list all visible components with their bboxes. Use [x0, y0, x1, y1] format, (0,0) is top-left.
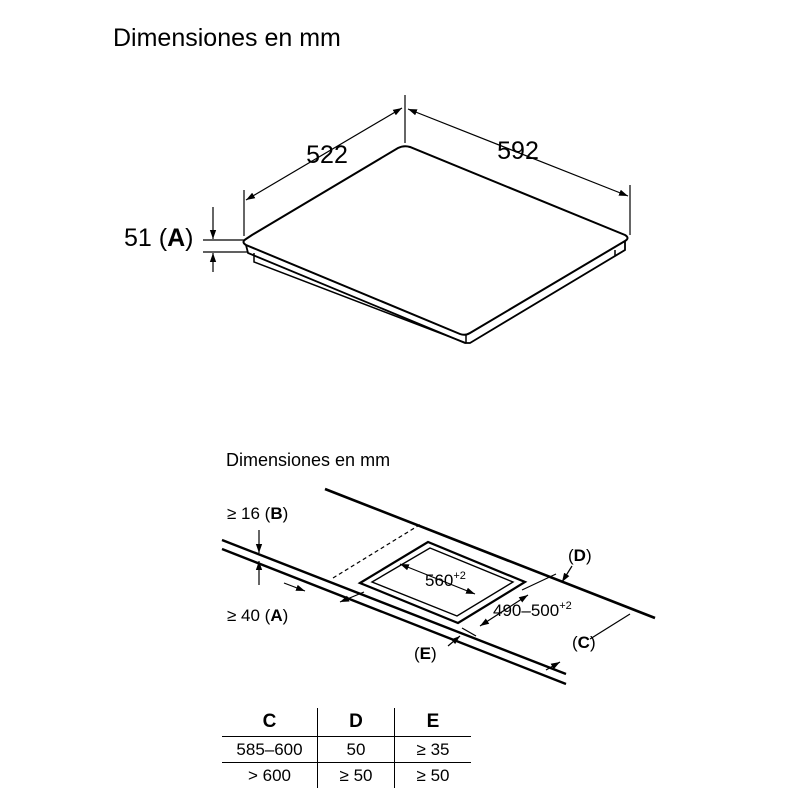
hidden-edge-dashed — [333, 524, 421, 578]
top-diagram-title: Dimensiones en mm — [113, 24, 341, 52]
label-d: (D) — [568, 546, 592, 565]
cut-depth-label: $490-500^{+2}$ — [493, 600, 572, 620]
hob-top-surface — [244, 146, 628, 335]
table-row — [222, 763, 471, 789]
hob-front-edge — [246, 241, 625, 343]
table-header-row — [222, 708, 471, 737]
cut-width-label: $560^{+2}$ — [425, 570, 466, 590]
table-cell: ≥ 35 — [395, 737, 472, 763]
depth-label: 592 — [497, 137, 539, 165]
width-label: 522 — [306, 141, 348, 169]
table-cell: ≥ 50 — [318, 763, 395, 789]
extension-lines — [203, 95, 630, 252]
label-b: ≥ 16 (B) — [227, 504, 289, 523]
dimension-table — [222, 708, 471, 788]
table-cell: ≥ 50 — [395, 763, 472, 789]
dimension-lines — [213, 108, 628, 272]
table-header-d: D — [318, 708, 395, 737]
table-header-c: C — [222, 708, 318, 737]
height-label: 51 (A) — [124, 224, 194, 252]
label-e: (E) — [414, 644, 437, 663]
table-cell: 50 — [318, 737, 395, 763]
table-row — [222, 737, 471, 763]
cutout-diagram-title: Dimensiones en mm — [226, 450, 391, 470]
table-cell: > 600 — [247, 765, 291, 785]
hob-drawing — [244, 146, 628, 343]
label-a: ≥ 40 (A) — [227, 606, 289, 625]
table-header-e: E — [395, 708, 472, 737]
hob-right-edge — [615, 250, 625, 256]
label-c: (C) — [572, 633, 596, 652]
table-cell: 585–600 — [222, 737, 318, 763]
